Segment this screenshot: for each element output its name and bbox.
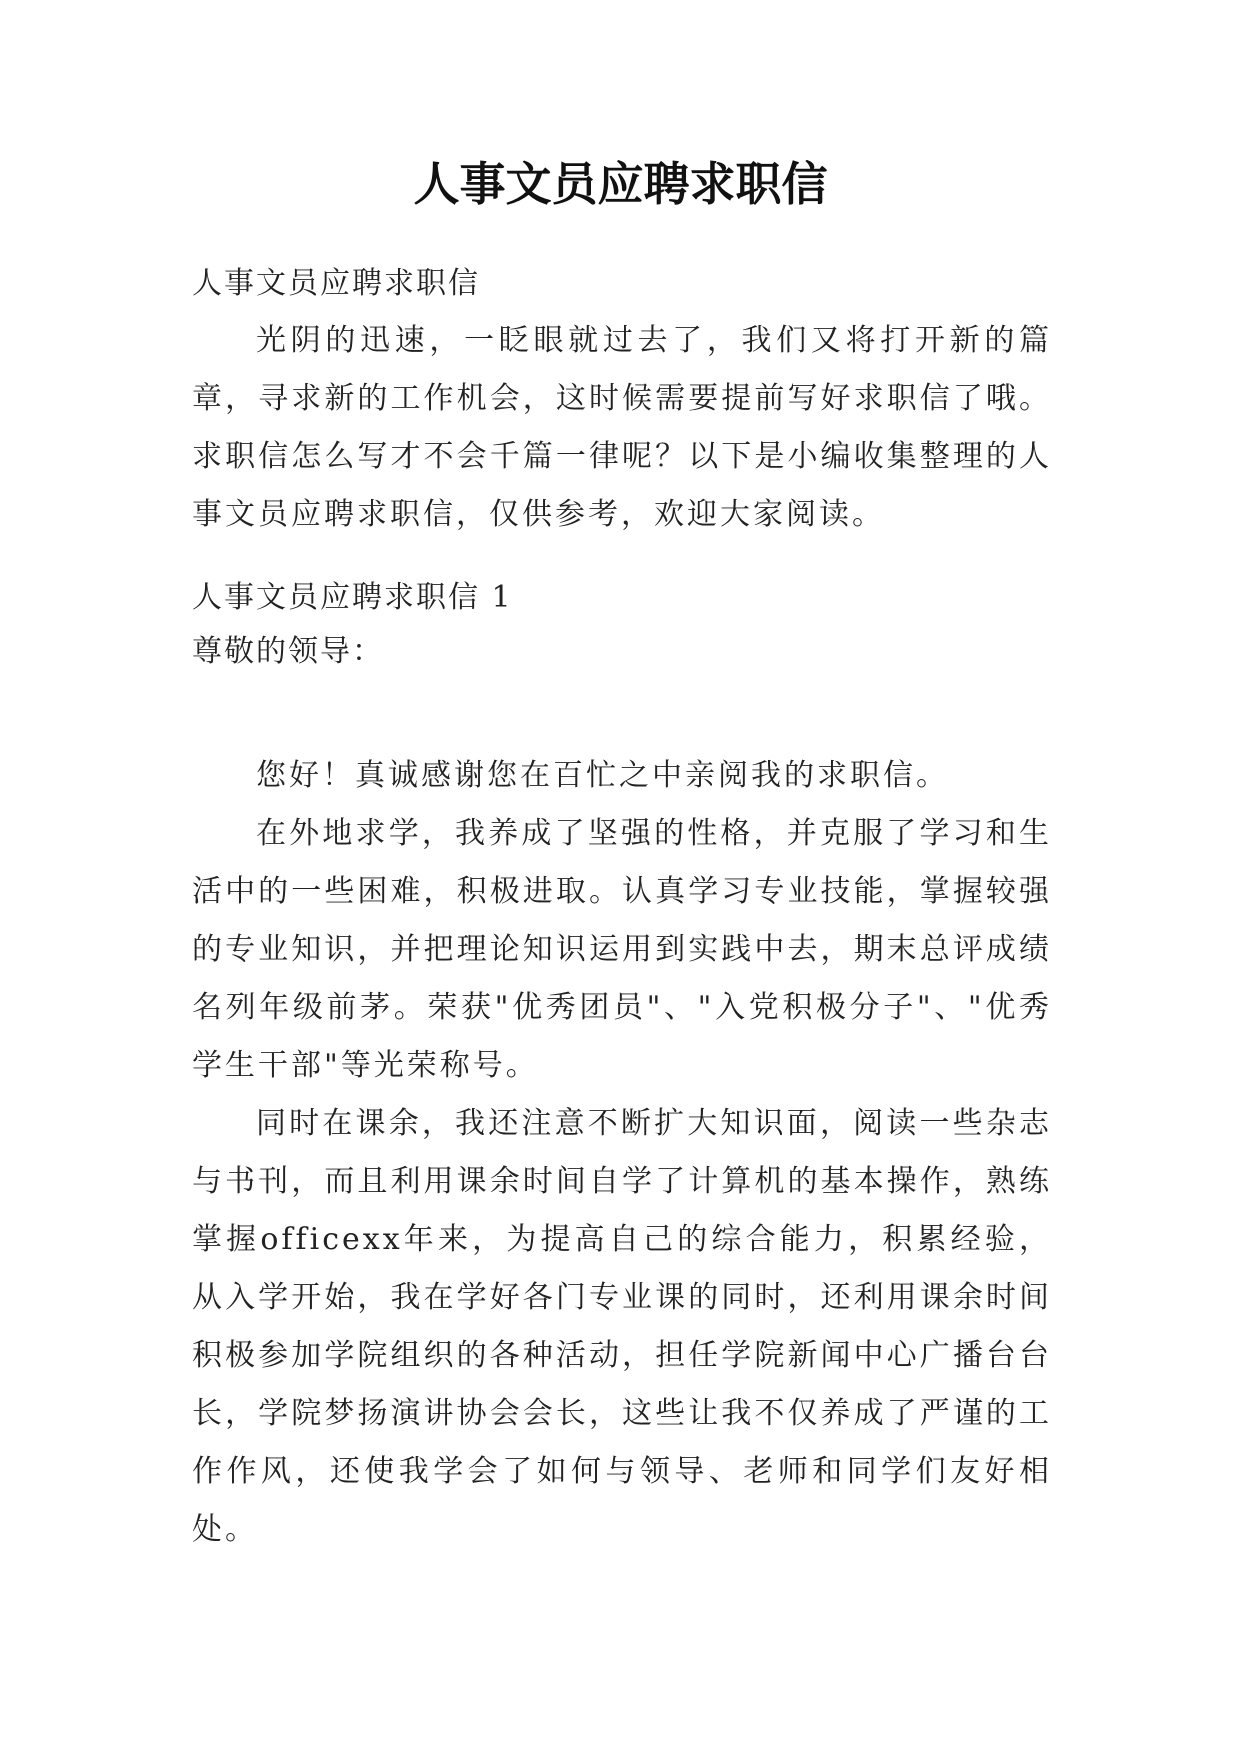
document-subtitle: 人事文员应聘求职信 [192, 266, 480, 301]
body-paragraph-2: 在外地求学，我养成了坚强的性格，并克服了学习和生活中的一些困难，积极进取。认真学习专业技能，掌握较强的专业知识，并把理论知识运用到实践中去，期末总评成绩名列年级前茅。荣获"优秀团员"、"入党积极分子"、"优秀学生干部"等光荣称号。 [192, 816, 1052, 1083]
intro-paragraph: 光阴的迅速，一眨眼就过去了，我们又将打开新的篇章，寻求新的工作机会，这时候需要提前写好求职信了哦。求职信怎么写才不会千篇一律呢？以下是小编收集整理的人事文员应聘求职信，仅供参考，欢迎大家阅读。 [192, 323, 1052, 532]
section-heading: 人事文员应聘求职信 1 [192, 580, 513, 615]
document-title: 人事文员应聘求职信 [413, 157, 828, 211]
salutation: 尊敬的领导： [192, 634, 384, 669]
body-paragraph-3: 同时在课余，我还注意不断扩大知识面，阅读一些杂志与书刊，而且利用课余时间自学了计算机的基本操作，熟练掌握officexx年来，为提高自己的综合能力，积累经验，从入学开始，我在学好各门专业课的同时，还利用课余时间积极参加学院组织的各种活动，担任学院新闻中心广播台台长，学院梦扬演讲协会会长，这些让我不仅养成了严谨的工作作风，还使我学会了如何与领导、老师和同学们友好相处。 [192, 1106, 1052, 1547]
body-paragraph-1: 您好！真诚感谢您在百忙之中亲阅我的求职信。 [256, 758, 949, 793]
